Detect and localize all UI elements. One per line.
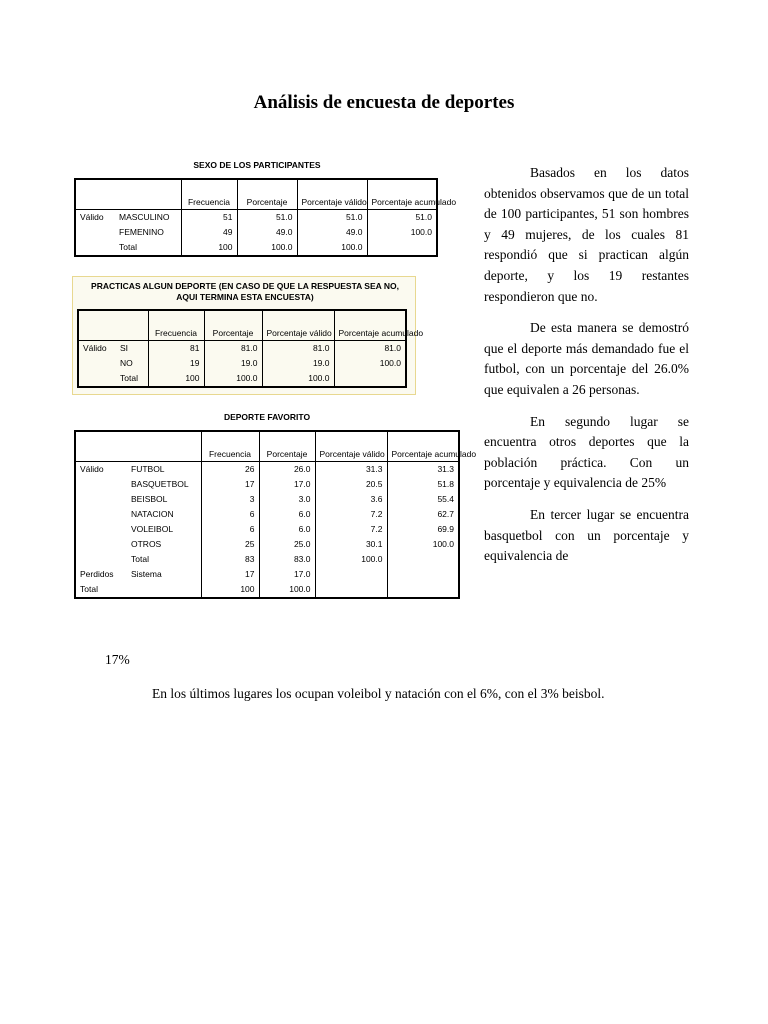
cell: 25	[201, 537, 259, 552]
cell: 17	[201, 477, 259, 492]
cell: 81	[148, 340, 204, 356]
cell	[387, 582, 459, 598]
paragraph-4: En tercer lugar se encuentra basquetbol con un porcentaje y equivalencia de	[484, 506, 689, 564]
cell: 19.0	[262, 356, 334, 371]
table-row	[75, 492, 459, 507]
cell: 100.0	[297, 240, 367, 256]
column-header: Frecuencia	[201, 431, 259, 461]
cell: 100.0	[387, 537, 459, 552]
cell: 51.8	[387, 477, 459, 492]
cell: 6	[201, 507, 259, 522]
page-title: Análisis de encuesta de deportes	[253, 92, 515, 113]
table-title-line2: AQUI TERMINA ESTA ENCUESTA)	[176, 292, 314, 302]
row-label: Total	[120, 372, 138, 383]
table-row	[78, 371, 406, 387]
row-label: FEMENINO	[119, 226, 164, 237]
group-label: Válido	[80, 211, 104, 222]
cell: 7.2	[315, 507, 387, 522]
row-label: Sistema	[131, 568, 162, 579]
column-header: Porcentaje acumulado	[334, 310, 406, 340]
data-table	[77, 309, 424, 388]
cell: 6.0	[259, 522, 315, 537]
cell: 100.0	[259, 582, 315, 598]
row-label: NO	[120, 357, 133, 368]
table-title: SEXO DE LOS PARTICIPANTES	[193, 160, 321, 170]
cell: 69.9	[387, 522, 459, 537]
cell: 100.0	[315, 552, 387, 567]
table-title: DEPORTE FAVORITO	[223, 412, 311, 422]
cell: 19.0	[204, 356, 262, 371]
cell: 30.1	[315, 537, 387, 552]
group-label: Válido	[83, 342, 107, 353]
column-header: Porcentaje	[259, 431, 315, 461]
cell: 20.5	[315, 477, 387, 492]
table-deporte-favorito	[74, 412, 477, 599]
cell: 26.0	[259, 461, 315, 477]
cell: 51.0	[297, 209, 367, 225]
cell	[387, 552, 459, 567]
cell	[315, 582, 387, 598]
cell: 17.0	[259, 477, 315, 492]
group-label: Perdidos	[80, 568, 114, 579]
row-label: Total	[80, 583, 98, 594]
table-row	[75, 537, 459, 552]
data-table	[74, 430, 477, 599]
paragraph-5: En los últimos lugares los ocupan voleibol y natación con el 6%, con el 3% beisbol.	[152, 686, 605, 701]
table-row	[75, 225, 437, 240]
table-row	[75, 522, 459, 537]
column-header: Porcentaje acumulado	[367, 179, 437, 209]
paragraph-2: De esta manera se demostró que el deporte más demandado fue el futbol, con un porcentaje del 26.0% que equivalen a 26 personas.	[484, 320, 689, 397]
cell: 17	[201, 567, 259, 582]
row-label: Total	[131, 553, 149, 564]
table-row	[75, 461, 459, 477]
cell: 31.3	[387, 461, 459, 477]
table-row	[75, 567, 459, 582]
row-label: FUTBOL	[131, 463, 165, 474]
paragraph-1: Basados en los datos obtenidos observamos que de un total de 100 participantes, 51 son hombres y 49 mujeres, de los cuales 81 respondió que si practican algún deporte, y los 19 restantes respondieron que no.	[484, 165, 689, 304]
table-row	[75, 477, 459, 492]
row-label: MASCULINO	[119, 211, 170, 222]
row-label: VOLEIBOL	[131, 523, 174, 534]
cell	[334, 371, 406, 387]
column-header: Porcentaje acumulado	[387, 431, 459, 461]
table-row	[75, 240, 437, 256]
paragraph-3: En segundo lugar se encuentra otros deportes que la población práctica. Con un porcentaje y equivalencia de 25%	[484, 413, 689, 491]
cell: 62.7	[387, 507, 459, 522]
cell	[367, 240, 437, 256]
row-label: SI	[120, 342, 129, 353]
row-label: OTROS	[131, 538, 162, 549]
column-header: Porcentaje válido	[262, 310, 334, 340]
cell: 83	[201, 552, 259, 567]
cell: 83.0	[259, 552, 315, 567]
column-header: Frecuencia	[181, 179, 237, 209]
cell: 49	[181, 225, 237, 240]
cell: 100	[181, 240, 237, 256]
data-table	[74, 178, 457, 257]
cell: 7.2	[315, 522, 387, 537]
row-label: Total	[119, 241, 137, 252]
table-sexo-participantes	[74, 160, 457, 257]
table-row	[75, 552, 459, 567]
column-header: Porcentaje válido	[297, 179, 367, 209]
column-header: Porcentaje válido	[315, 431, 387, 461]
cell: 26	[201, 461, 259, 477]
group-label: Válido	[80, 463, 104, 474]
column-header: Porcentaje	[237, 179, 297, 209]
cell: 51.0	[367, 209, 437, 225]
cell: 100.0	[334, 356, 406, 371]
table-row	[78, 356, 406, 371]
row-label: NATACION	[131, 508, 174, 519]
cell: 100	[201, 582, 259, 598]
cell: 49.0	[297, 225, 367, 240]
row-label: BASQUETBOL	[131, 478, 189, 489]
analysis-text	[484, 163, 689, 578]
cell: 25.0	[259, 537, 315, 552]
cell: 55.4	[387, 492, 459, 507]
cell: 100.0	[204, 371, 262, 387]
cell: 51.0	[237, 209, 297, 225]
row-label: BEISBOL	[131, 493, 168, 504]
cell: 51	[181, 209, 237, 225]
paragraph-4-tail: 17%	[105, 652, 130, 667]
cell: 100.0	[262, 371, 334, 387]
cell: 49.0	[237, 225, 297, 240]
cell: 3	[201, 492, 259, 507]
cell: 100.0	[237, 240, 297, 256]
table-title-line1: PRACTICAS ALGUN DEPORTE (EN CASO DE QUE LA RESPUESTA SEA NO,	[91, 281, 399, 291]
cell: 81.0	[262, 340, 334, 356]
cell: 17.0	[259, 567, 315, 582]
table-row	[75, 582, 459, 598]
table-row	[78, 340, 406, 356]
column-header: Porcentaje	[204, 310, 262, 340]
cell: 19	[148, 356, 204, 371]
cell: 3.0	[259, 492, 315, 507]
cell: 100	[148, 371, 204, 387]
table-row	[75, 209, 437, 225]
cell	[315, 567, 387, 582]
cell: 3.6	[315, 492, 387, 507]
cell: 6	[201, 522, 259, 537]
cell: 81.0	[334, 340, 406, 356]
cell: 31.3	[315, 461, 387, 477]
column-header: Frecuencia	[148, 310, 204, 340]
table-practicas-deporte	[72, 276, 424, 395]
header-blank	[75, 179, 181, 209]
cell: 6.0	[259, 507, 315, 522]
table-row	[75, 507, 459, 522]
cell: 81.0	[204, 340, 262, 356]
cell: 100.0	[367, 225, 437, 240]
cell	[387, 567, 459, 582]
